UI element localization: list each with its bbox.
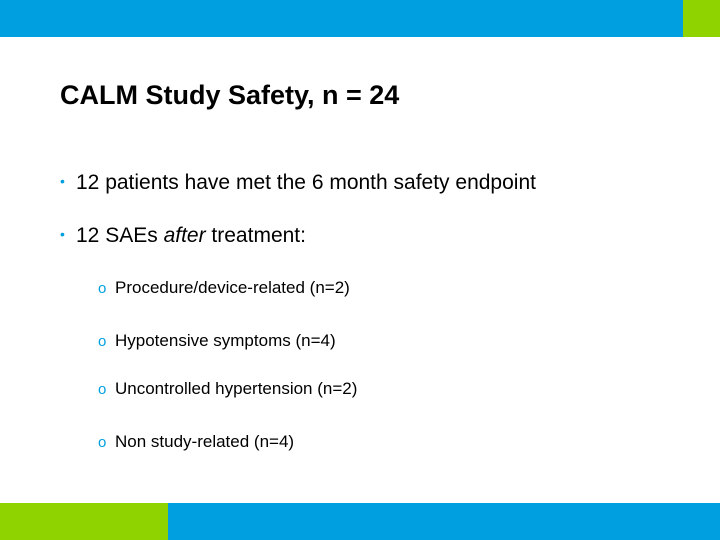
bullet-text-start: 12 SAEs <box>76 224 164 247</box>
sub-bullet-icon: o <box>98 333 107 350</box>
top-banner-bar <box>0 0 683 37</box>
sub-bullet-text: Hypotensive symptoms (n=4) <box>115 331 336 350</box>
sub-bullet-icon: o <box>98 434 107 451</box>
sub-bullet-text: Non study-related (n=4) <box>115 432 295 451</box>
bullet-text-end: treatment: <box>205 224 306 247</box>
top-accent-block <box>683 0 720 37</box>
sub-bullet-icon: o <box>98 381 107 398</box>
sub-bullet-procedure-related <box>98 277 350 300</box>
sub-bullet-non-study-related <box>98 431 294 454</box>
bullet-icon: • <box>60 173 65 189</box>
sub-bullet-uncontrolled-hypertension <box>98 378 357 401</box>
sub-bullet-hypotensive <box>98 330 336 353</box>
bullet-item-patients <box>60 168 536 196</box>
bullet-icon: • <box>60 226 65 242</box>
bottom-accent-block <box>0 503 168 540</box>
bullet-text: 12 patients have met the 6 month safety endpoint <box>76 171 536 194</box>
bottom-banner-bar <box>168 503 720 540</box>
sub-bullet-text: Procedure/device-related (n=2) <box>115 278 350 297</box>
bullet-item-saes <box>60 221 306 249</box>
bullet-text-emphasis: after <box>163 224 206 247</box>
sub-bullet-icon: o <box>98 280 107 297</box>
slide-title: CALM Study Safety, n = 24 <box>60 80 400 110</box>
sub-bullet-text: Uncontrolled hypertension (n=2) <box>115 379 358 398</box>
